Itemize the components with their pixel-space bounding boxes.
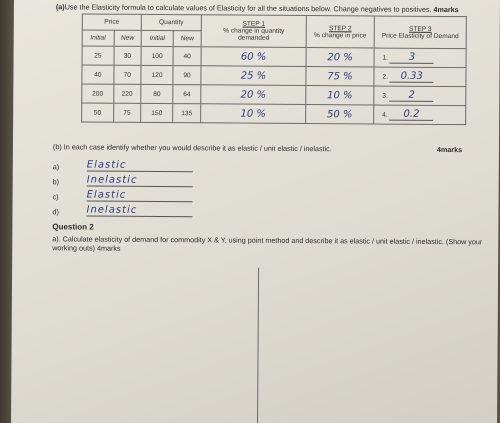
- price-new-cell: 70: [113, 65, 141, 84]
- step2-desc: % change in price: [313, 31, 367, 39]
- partb-marks: 4marks: [436, 144, 463, 155]
- answer-value: Inelastic: [86, 205, 192, 218]
- step3-header: [374, 16, 466, 49]
- worksheet-page: [11, 0, 500, 423]
- step1-answer: 20 %: [201, 85, 306, 105]
- answer-label: b): [52, 177, 60, 187]
- step2-header: [306, 16, 374, 48]
- row-number: 2.: [382, 73, 388, 81]
- step3-title: STEP 3: [408, 25, 432, 33]
- quantity-initial-cell: 100: [141, 46, 173, 65]
- step3-cell: [374, 67, 466, 87]
- step1-title: STEP 1: [242, 20, 266, 28]
- step1-desc: % change in quantity demanded: [223, 27, 285, 42]
- quantity-new-cell: 135: [173, 104, 201, 123]
- price-header: Price: [82, 14, 141, 30]
- quantity-new-cell: 40: [173, 47, 201, 66]
- question1-instruction: [56, 2, 496, 14]
- question1-text: Use the Elasticity formula to calculate values of Elasticity for all the situations below. Change negatives to positives.: [64, 2, 432, 14]
- answer-value: Elastic: [87, 160, 193, 173]
- elasticity-table: [81, 13, 467, 125]
- answer-label: c): [52, 192, 59, 202]
- list-item: [53, 186, 193, 202]
- list-item: [52, 201, 192, 217]
- question1-marks: 4marks: [433, 4, 459, 15]
- question1-label: (a): [55, 2, 65, 12]
- table-row: [82, 103, 466, 125]
- step3-cell: [374, 48, 466, 68]
- price-new-cell: 30: [114, 46, 142, 65]
- quantity-new-header: New: [173, 31, 201, 47]
- quantity-initial-cell: 150: [141, 103, 173, 122]
- step3-answer: 0.33: [390, 71, 434, 83]
- quantity-initial-header: Initial: [141, 30, 173, 46]
- row-number: 3.: [382, 92, 388, 100]
- answer-label: d): [52, 207, 59, 217]
- quantity-header: Quantity: [141, 14, 201, 30]
- step1-answer: 10 %: [201, 104, 306, 124]
- step3-answer: 3: [390, 52, 434, 64]
- row-number: 1.: [382, 54, 389, 62]
- step3-answer: 2: [390, 90, 434, 102]
- step3-cell: [374, 86, 466, 106]
- price-initial-cell: 200: [82, 84, 114, 103]
- step2-answer: 50 %: [306, 105, 374, 124]
- question2-text: a). Calculate elasticity of demand for commodity X & Y, using point method and describe it as elastic / unit elastic / inelastic. (Show your working outs) 4marks: [52, 234, 483, 253]
- price-initial-cell: 40: [82, 65, 114, 84]
- step2-answer: 75 %: [306, 67, 374, 86]
- answer-value: Inelastic: [87, 175, 193, 188]
- step3-cell: [374, 105, 466, 125]
- price-new-cell: 220: [113, 84, 141, 103]
- quantity-initial-cell: 80: [141, 84, 173, 103]
- step3-answer: 0.2: [389, 109, 433, 121]
- price-initial-cell: 25: [82, 46, 114, 65]
- partb-question: (b) In each case identify whether you would describe it as elastic / unit elastic / inelastic.: [52, 142, 332, 154]
- partb-answer-list: [52, 156, 192, 217]
- step1-header: [201, 15, 306, 48]
- row-number: 4.: [382, 111, 388, 119]
- list-item: [53, 171, 193, 187]
- step2-answer: 20 %: [306, 48, 374, 67]
- price-new-cell: 75: [113, 103, 141, 122]
- step1-answer: 60 %: [201, 47, 306, 67]
- step2-answer: 10 %: [306, 86, 374, 105]
- answer-divider: [257, 268, 259, 423]
- list-item: [53, 156, 193, 172]
- step3-desc: Price Elasticity of Demand: [381, 32, 459, 40]
- answer-label: a): [52, 162, 60, 172]
- price-initial-header: Initial: [82, 30, 114, 46]
- quantity-initial-cell: 120: [141, 65, 173, 84]
- step1-answer: 25 %: [201, 66, 306, 86]
- price-new-header: New: [114, 30, 142, 46]
- quantity-new-cell: 64: [173, 85, 201, 104]
- step2-title: STEP 2: [328, 24, 352, 32]
- price-initial-cell: 50: [82, 103, 114, 122]
- answer-value: Elastic: [87, 190, 193, 203]
- question2-title: Question 2: [52, 222, 94, 232]
- quantity-new-cell: 90: [173, 66, 201, 85]
